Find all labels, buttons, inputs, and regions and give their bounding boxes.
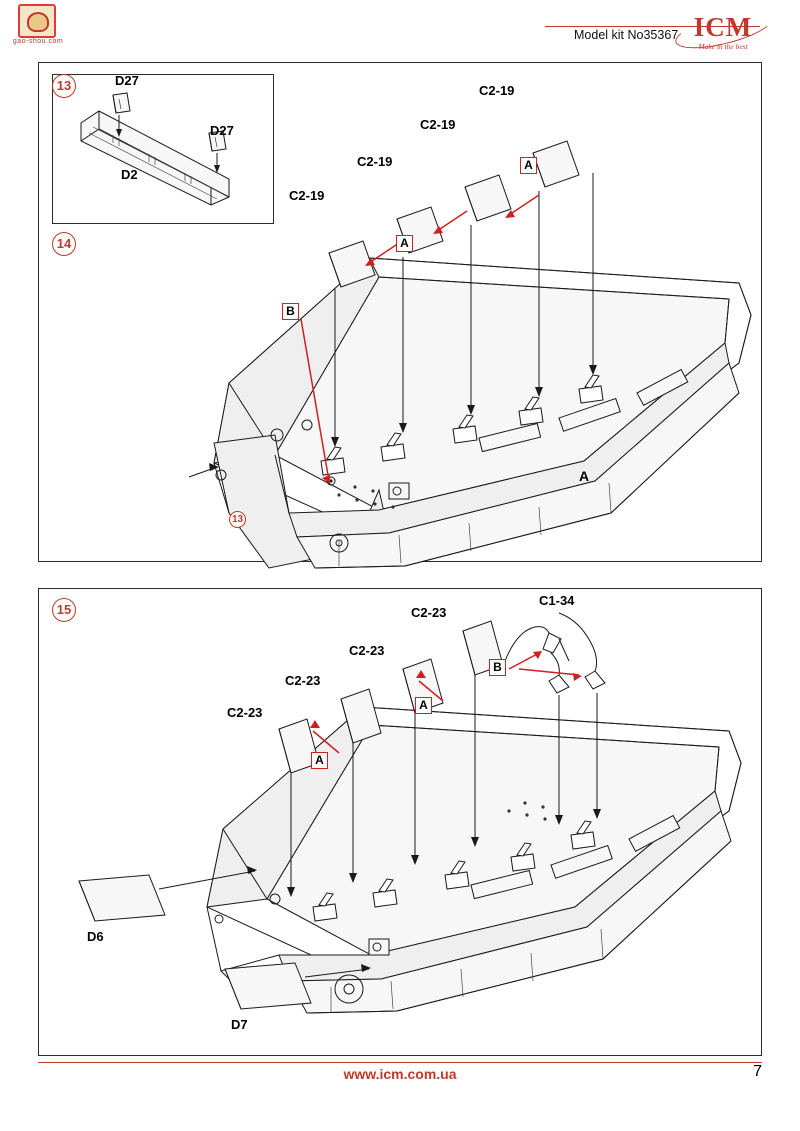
step-number-15: 15: [52, 598, 76, 622]
part-label-d7: D7: [231, 1017, 248, 1032]
part-label-c1-34: C1-34: [539, 593, 575, 608]
step-15-artwork: [39, 589, 763, 1057]
part-label-c2-23-3: C2-23: [349, 643, 385, 658]
icm-logo-text: ICM: [693, 12, 753, 42]
step-15-panel: [38, 588, 762, 1056]
part-label-d27-2: D27: [210, 123, 234, 138]
step-number-13: 13: [52, 74, 76, 98]
part-label-c2-23-2: C2-23: [285, 673, 321, 688]
part-label-d2: D2: [121, 167, 138, 182]
part-label-c2-19-4: C2-19: [479, 83, 515, 98]
step-number-14: 14: [52, 232, 76, 256]
step-13-artwork: [53, 75, 275, 225]
marker-b-1: B: [282, 303, 299, 320]
substep-ref-13: 13: [229, 511, 246, 528]
marker-a-3: A: [311, 752, 328, 769]
kit-number: Model kit No35367: [574, 28, 679, 42]
part-label-c2-19-3: C2-19: [420, 117, 456, 132]
part-label-c2-19-1: C2-19: [289, 188, 325, 203]
part-label-d6: D6: [87, 929, 104, 944]
page-header: [0, 0, 800, 62]
icm-logo-slogan: Make in the best: [698, 42, 748, 51]
assembly-label-a: A: [579, 468, 590, 484]
part-label-c2-23-1: C2-23: [227, 705, 263, 720]
marker-b-2: B: [489, 659, 506, 676]
publisher-logo: [8, 4, 68, 50]
marker-a-1: A: [396, 235, 413, 252]
footer-divider: [38, 1062, 762, 1063]
part-label-c2-19-2: C2-19: [357, 154, 393, 169]
part-label-c2-23-4: C2-23: [411, 605, 447, 620]
marker-a-4: A: [415, 697, 432, 714]
icm-logo: [668, 14, 778, 58]
footer-url[interactable]: www.icm.com.ua: [343, 1066, 457, 1082]
marker-a-2: A: [520, 157, 537, 174]
publisher-logo-mark: [18, 4, 56, 38]
part-label-d27-1: D27: [115, 73, 139, 88]
publisher-logo-label: gao-shou.com: [12, 38, 64, 45]
step-13-panel: [52, 74, 274, 224]
page-number: 7: [753, 1063, 762, 1080]
